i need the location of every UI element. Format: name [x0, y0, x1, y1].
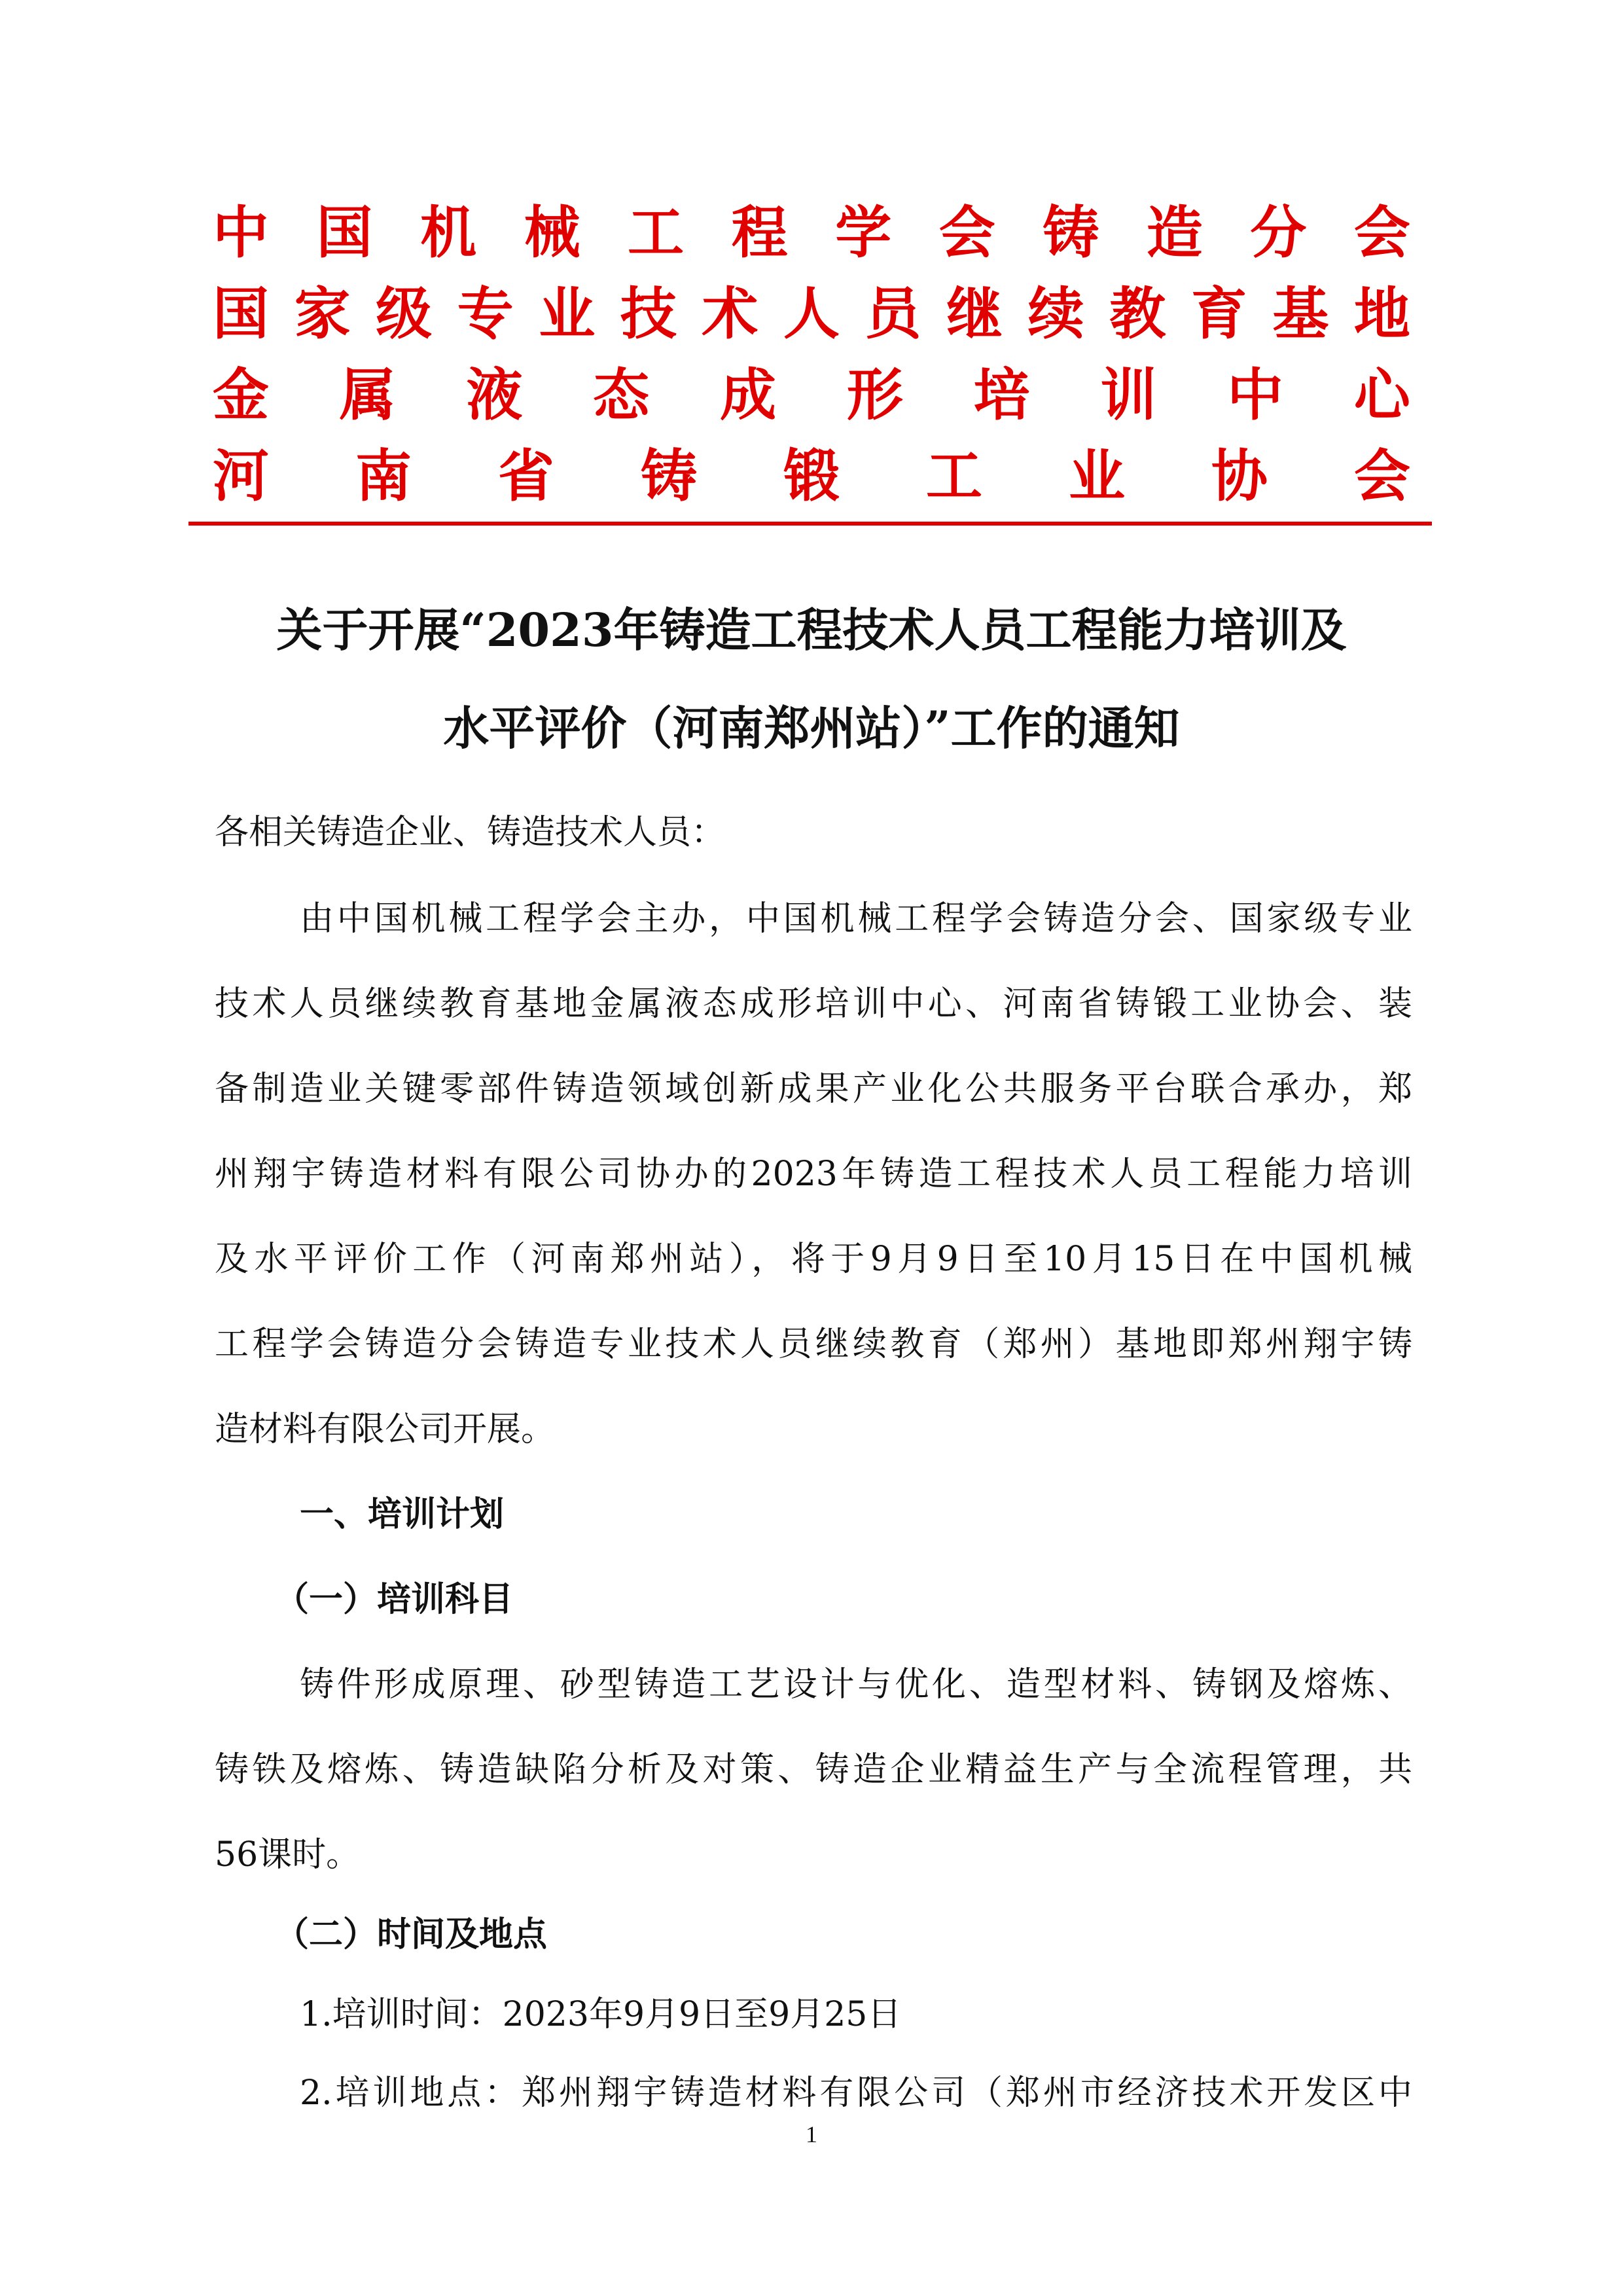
letterhead-char: 铸: [1043, 200, 1099, 266]
intro-line-4: 州翔宇铸造材料有限公司协办的2023年铸造工程技术人员工程能力培训: [215, 1155, 1412, 1194]
letterhead-char: 续: [1027, 281, 1084, 347]
letterhead-char: 术: [702, 281, 758, 347]
letterhead-char: 教: [1109, 281, 1166, 347]
letterhead-char: 心: [1353, 362, 1410, 428]
letterhead-char: 程: [731, 200, 788, 266]
letterhead-char: 形: [846, 362, 903, 428]
letterhead-char: 械: [524, 200, 580, 266]
letterhead-char: 国: [316, 200, 373, 266]
letterhead-char: 人: [783, 281, 840, 347]
letterhead-char: 锻: [783, 443, 840, 509]
letterhead-line-4: [213, 432, 1410, 520]
intro-line-6: 工程学会铸造分会铸造专业技术人员继续教育（郑州）基地即郑州翔宇铸: [215, 1325, 1412, 1364]
letterhead-char: 训: [1100, 362, 1157, 428]
subjects-line-1: 铸件形成原理、砂型铸造工艺设计与优化、造型材料、铸钢及熔炼、: [300, 1665, 1412, 1704]
letterhead-char: 中: [1227, 362, 1284, 428]
letterhead-char: 液: [466, 362, 523, 428]
letterhead-char: 工: [628, 200, 685, 266]
subsection-heading-subjects: （一）培训科目: [275, 1580, 514, 1619]
section-heading-training-plan: 一、培训计划: [300, 1495, 505, 1534]
letterhead-char: 专: [457, 281, 514, 347]
letterhead-char: 金: [213, 362, 269, 428]
letterhead-char: 会: [1354, 443, 1410, 509]
letterhead-line-3: [213, 351, 1410, 439]
subjects-line-3: 56课时。: [215, 1835, 361, 1874]
letterhead-char: 国: [213, 281, 269, 347]
intro-line-5: 及水平评价工作（河南郑州站），将于9月9日至10月15日在中国机械: [215, 1240, 1412, 1279]
subjects-line-2: 铸铁及熔炼、铸造缺陷分析及对策、铸造企业精益生产与全流程管理，共: [215, 1750, 1412, 1789]
letterhead-char: 基: [1272, 281, 1329, 347]
page-number: 1: [806, 2121, 817, 2147]
letterhead-char: 成: [720, 362, 777, 428]
letterhead-char: 家: [294, 281, 351, 347]
intro-line-7: 造材料有限公司开展。: [215, 1410, 556, 1449]
letterhead-char: 会: [938, 200, 995, 266]
letterhead-char: 造: [1146, 200, 1203, 266]
training-place-item: 2.培训地点：郑州翔宇铸造材料有限公司（郑州市经济技术开发区中: [300, 2073, 1412, 2113]
letterhead-char: 态: [593, 362, 650, 428]
letterhead-line-2: [213, 270, 1410, 358]
letterhead-char: 地: [1353, 281, 1410, 347]
letterhead-divider: [188, 522, 1432, 526]
intro-line-1: 由中国机械工程学会主办，中国机械工程学会铸造分会、国家级专业: [300, 899, 1412, 939]
notice-title-line-1: 关于开展“2023年铸造工程技术人员工程能力培训及: [276, 603, 1347, 657]
letterhead-char: 学: [835, 200, 892, 266]
intro-line-3: 备制造业关键零部件铸造领域创新成果产业化公共服务平台联合承办，郑: [215, 1069, 1412, 1109]
notice-title-line-2: 水平评价（河南郑州站）”工作的通知: [443, 701, 1180, 755]
letterhead-char: 技: [620, 281, 677, 347]
letterhead-line-1: [213, 188, 1410, 277]
letterhead-char: 南: [355, 443, 412, 509]
letterhead-char: 省: [498, 443, 554, 509]
letterhead-char: 会: [1353, 200, 1410, 266]
letterhead-char: 培: [973, 362, 1030, 428]
training-time-item: 1.培训时间：2023年9月9日至9月25日: [300, 1995, 902, 2034]
letterhead-char: 业: [539, 281, 596, 347]
subsection-heading-time-place: （二）时间及地点: [275, 1915, 548, 1954]
letterhead-char: 级: [376, 281, 433, 347]
letterhead-char: 机: [420, 200, 477, 266]
salutation: 各相关铸造企业、铸造技术人员：: [215, 813, 726, 852]
letterhead-char: 中: [213, 200, 269, 266]
letterhead-char: 员: [865, 281, 921, 347]
letterhead-char: 继: [946, 281, 1003, 347]
letterhead-char: 协: [1211, 443, 1268, 509]
intro-line-2: 技术人员继续教育基地金属液态成形培训中心、河南省铸锻工业协会、装: [215, 984, 1412, 1024]
letterhead-char: 分: [1250, 200, 1307, 266]
letterhead-char: 铸: [641, 443, 697, 509]
letterhead-char: 业: [1069, 443, 1125, 509]
letterhead-char: 工: [926, 443, 982, 509]
letterhead-char: 属: [339, 362, 396, 428]
letterhead-char: 育: [1190, 281, 1247, 347]
letterhead-char: 河: [213, 443, 269, 509]
